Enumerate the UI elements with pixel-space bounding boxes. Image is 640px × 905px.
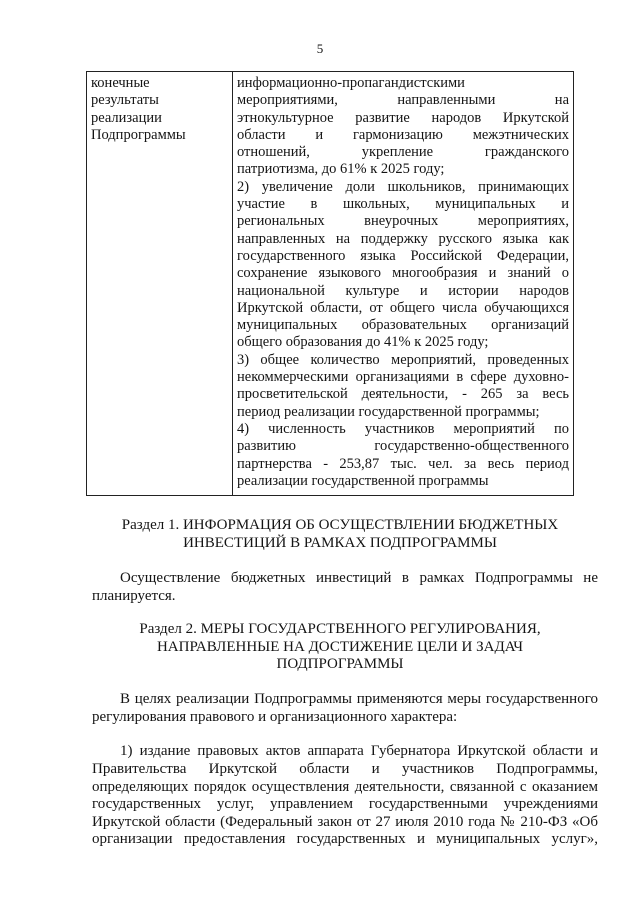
table-row [87, 72, 574, 496]
value-line: отношений, укрепление гражданского [237, 144, 569, 161]
value-line: период реализации государственной программы; [237, 403, 540, 420]
value-line: Иркутской области, от общего числа обучающихся [237, 299, 569, 316]
paragraph-line: регулирования правового и организационного характера: [92, 709, 458, 725]
page-number: 5 [316, 41, 324, 56]
value-line: сохранение языкового многообразия и знаний о [237, 265, 569, 282]
value-line: просветительской деятельности, - 265 за весь [237, 386, 569, 403]
value-line: этнокультурное развитие народов Иркутской [237, 109, 569, 126]
value-line: региональных внеурочных мероприятиях, [237, 213, 569, 230]
paragraph-line: Иркутской области (Федеральный закон от 27 июля 2010 года № 210-ФЗ «Об [92, 813, 598, 830]
value-line: 4) численность участников мероприятий по [237, 420, 569, 437]
section-2-intro [120, 691, 598, 709]
paragraph-line: организации предоставления государственных и муниципальных услуг», [92, 831, 598, 847]
value-line: муниципальных образовательных организаций [237, 317, 569, 334]
value-line: 3) общее количество мероприятий, проведенных [237, 351, 569, 368]
table-value-cell [233, 72, 574, 496]
value-line: национальной культуре и истории народов [237, 282, 569, 299]
value-line: направленных на поддержку русского языка как [237, 230, 569, 247]
section-2-title-line: НАПРАВЛЕННЫЕ НА ДОСТИЖЕНИЕ ЦЕЛИ И ЗАДАЧ [156, 638, 524, 655]
value-line: некоммерческими организациями в сфере духовно- [237, 369, 569, 386]
section-1-text-cont [92, 588, 598, 606]
section-2-title-line: Раздел 2. МЕРЫ ГОСУДАРСТВЕННОГО РЕГУЛИРОВАНИЯ, [139, 621, 541, 637]
paragraph-line: 1) издание правовых актов аппарата Губернатора Иркутской области и [120, 743, 598, 759]
section-2-intro-cont [92, 709, 598, 727]
section-2-item-1-first [120, 743, 598, 761]
value-line: 2) увеличение доли школьников, принимающих [237, 178, 569, 195]
label-line: Подпрограммы [91, 126, 186, 143]
value-line: области и гармонизацию межэтнических [237, 126, 569, 143]
section-1-text [120, 570, 598, 588]
value-line: государственного языка Российской Федерации, [237, 247, 569, 264]
paragraph-line: государственных услуг, управлением государственными учреждениями [92, 796, 598, 812]
section-2-title-line: ПОДПРОГРАММЫ [276, 656, 404, 672]
section-1-title-line: Раздел 1. ИНФОРМАЦИЯ ОБ ОСУЩЕСТВЛЕНИИ БЮДЖЕТНЫХ [121, 517, 559, 533]
value-line: партнерства - 253,87 тыс. чел. за весь период [237, 455, 569, 472]
label-line: реализации [91, 109, 162, 126]
value-line: информационно-пропагандистскими [237, 75, 465, 91]
section-2-title [70, 621, 610, 674]
value-line: развитию государственно-общественного [237, 438, 569, 455]
paragraph-line: планируется. [92, 588, 176, 604]
paragraph-line: В целях реализации Подпрограммы применяются меры государственного [120, 691, 598, 707]
section-2-item-1 [92, 761, 598, 849]
value-line: мероприятиями, направленными на [237, 92, 569, 109]
value-line: реализации государственной программы [237, 472, 489, 489]
value-line: участие в школьных, муниципальных и [237, 196, 569, 213]
value-line: патриотизма, до 61% к 2025 году; [237, 161, 445, 178]
section-1-title [70, 517, 610, 552]
paragraph-line: определяющих порядок осуществления деятельности, связанной с оказанием [92, 778, 598, 795]
paragraph-line: Осуществление бюджетных инвестиций в рамках Подпрограммы не [120, 570, 598, 586]
table-label-cell [87, 72, 233, 496]
section-1-title-line: ИНВЕСТИЦИЙ В РАМКАХ ПОДПРОГРАММЫ [183, 534, 497, 551]
paragraph-line: Правительства Иркутской области и участников Подпрограммы, [92, 761, 598, 777]
results-table [86, 71, 574, 496]
label-line: конечные [91, 75, 150, 91]
value-line: общего образования до 41% к 2025 году; [237, 334, 489, 351]
label-line: результаты [91, 92, 159, 109]
